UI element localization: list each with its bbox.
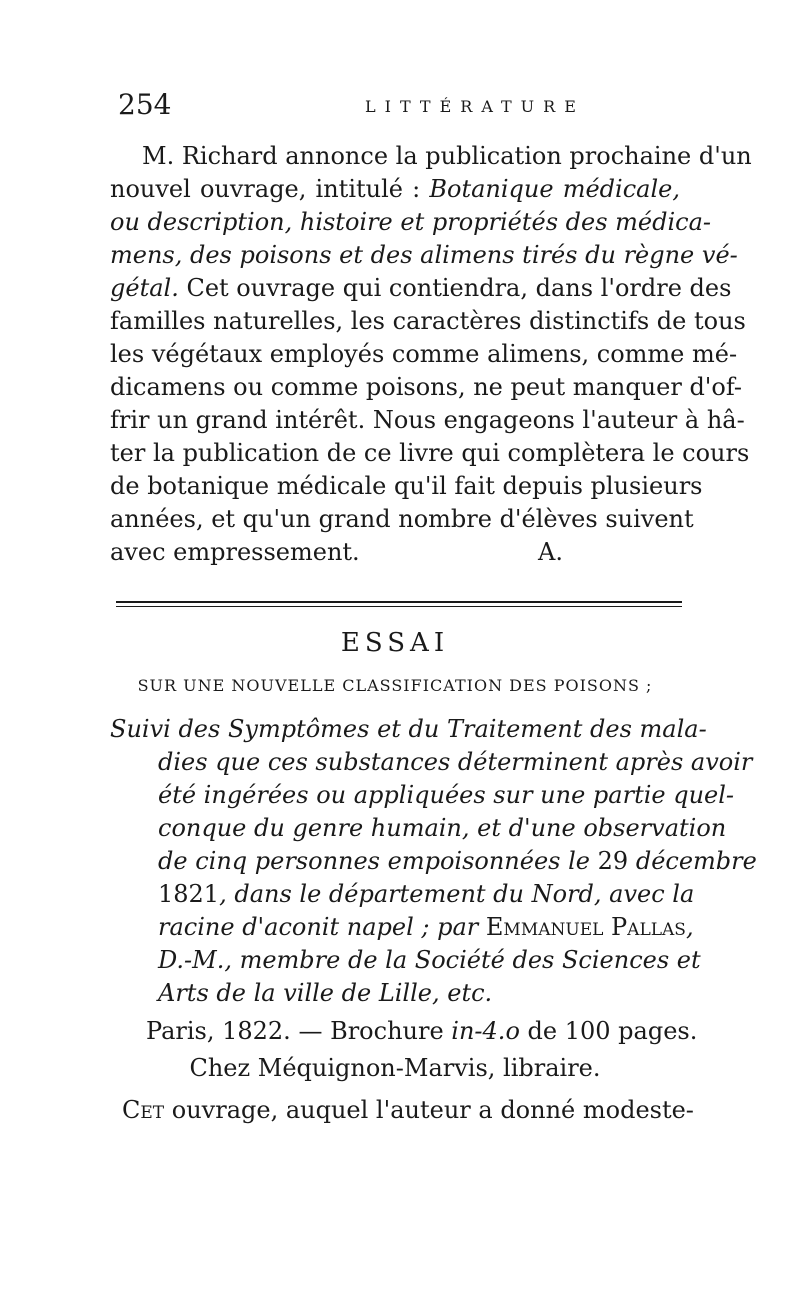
text-line: ou description, histoire et propriétés des médica- <box>110 208 712 236</box>
signature: A. <box>538 538 563 566</box>
author-name: Emmanuel Pallas <box>485 913 686 941</box>
text-line: D.-M., membre de la Société des Sciences et <box>158 946 701 974</box>
text-line: M. Richard annonce la publication prochaine d'un <box>142 142 752 170</box>
rule-thick <box>116 601 682 603</box>
article-title: ESSAI <box>340 628 450 658</box>
book-title: Botanique médicale, <box>429 175 680 203</box>
running-head: LITTÉRATURE <box>365 97 585 116</box>
text-line: conque du genre humain, et d'une observation <box>158 814 727 842</box>
text-line: 1821, dans le département du Nord, avec la <box>158 880 695 908</box>
article-description <box>110 713 757 1010</box>
text-line: les végétaux employés comme alimens, comme mé- <box>110 340 738 368</box>
text-line: dies que ces substances déterminent après avoir <box>158 748 753 776</box>
text-line: frir un grand intérêt. Nous engageons l'auteur à hâ- <box>110 406 745 434</box>
review-paragraph <box>110 140 752 569</box>
publisher-line: Chez Méquignon-Marvis, libraire. <box>189 1054 601 1082</box>
text-line: racine d'aconit napel ; par Emmanuel Pallas, <box>158 913 694 941</box>
text-line: gétal. Cet ouvrage qui contiendra, dans l'ordre des <box>110 274 732 302</box>
text-line: dicamens ou comme poisons, ne peut manquer d'of- <box>110 373 742 401</box>
text-line: familles naturelles, les caractères distinctifs de tous <box>110 307 746 335</box>
text-line: mens, des poisons et des alimens tirés du règne vé- <box>110 241 738 269</box>
text-line: de botanique médicale qu'il fait depuis plusieurs <box>110 472 703 500</box>
text-line: Arts de la ville de Lille, etc. <box>158 979 493 1007</box>
text-line: nouvel ouvrage, intitulé : Botanique médicale, <box>110 175 680 203</box>
text-line: de cinq personnes empoisonnées le 29 décembre <box>158 847 757 875</box>
page-number: 254 <box>118 88 172 121</box>
article-subtitle: SUR UNE NOUVELLE CLASSIFICATION DES POISONS ; <box>137 676 653 695</box>
rule-thin <box>116 606 682 607</box>
text-line: années, et qu'un grand nombre d'élèves suivent <box>110 505 694 533</box>
publication-info: Paris, 1822. — Brochure in-4.o de 100 pages. <box>146 1017 698 1045</box>
text-line: Suivi des Symptômes et du Traitement des mala- <box>110 715 707 743</box>
page-header <box>110 88 690 128</box>
text-line: ter la publication de ce livre qui complètera le cours <box>110 439 750 467</box>
double-rule <box>116 601 682 609</box>
text-line: avec empressement. A. <box>110 536 680 569</box>
article-body-start: Cet ouvrage, auquel l'auteur a donné modeste- <box>122 1096 694 1124</box>
text-line: été ingérées ou appliquées sur une partie quel- <box>158 781 735 809</box>
